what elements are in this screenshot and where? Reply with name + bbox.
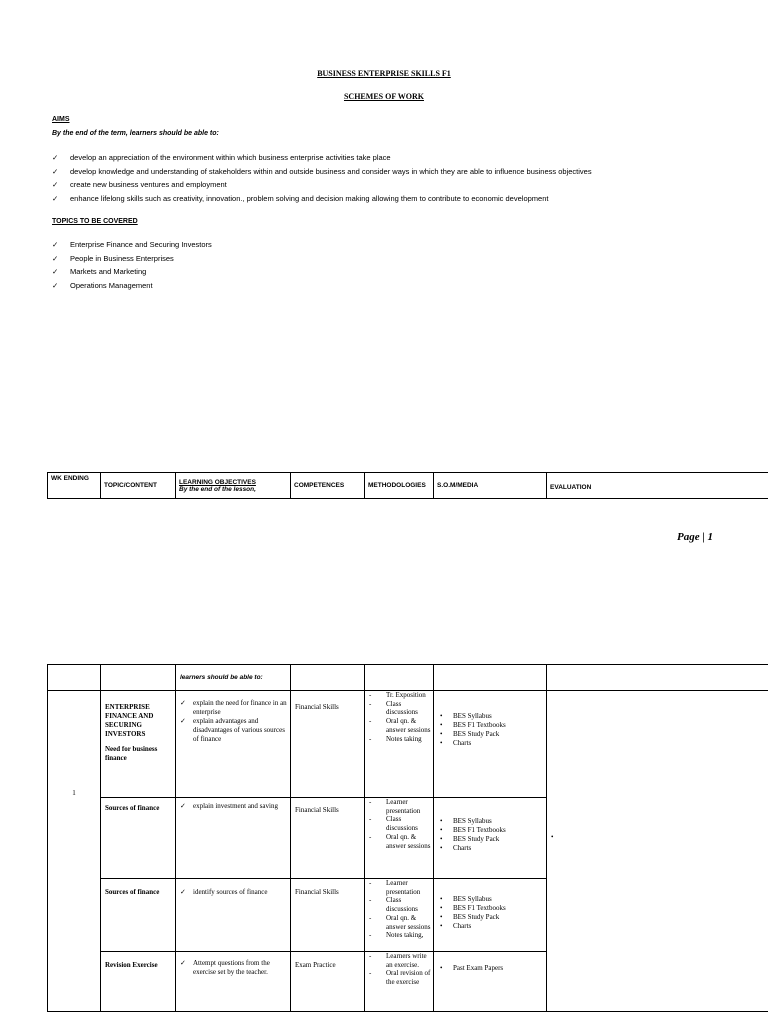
cont-cell — [101, 665, 176, 691]
objectives-label: LEARNING OBJECTIVES — [179, 478, 256, 486]
method-item: - Notes taking, — [369, 931, 424, 940]
dash-icon: - — [369, 913, 372, 922]
competence-cell: Financial Skills — [291, 879, 365, 952]
objectives-cell — [176, 798, 291, 879]
dash-icon: - — [369, 798, 372, 806]
methods-cell — [365, 691, 434, 798]
objective-item: ✓ explain the need for finance in an enterprise — [180, 699, 287, 716]
bullet-icon: • — [440, 904, 443, 912]
objective-item: ✓ explain investment and saving — [180, 802, 278, 810]
table-row — [48, 691, 768, 798]
som-item: • BES Study Pack — [440, 730, 500, 738]
aims-list — [52, 151, 592, 206]
topic-main: ENTERPRISE FINANCE AND SECURING INVESTORS — [105, 703, 154, 738]
objectives-cont: learners should be able to: — [176, 665, 291, 691]
bullet-icon: • — [440, 721, 443, 729]
som-item: • BES F1 Textbooks — [440, 826, 506, 834]
som-cell — [434, 691, 547, 798]
method-item: - Oral qn. & answer sessions — [369, 717, 431, 734]
bullet-icon: • — [440, 826, 443, 834]
objective-item: ✓ explain advantages and disadvantages of various sources of finance — [180, 717, 285, 743]
topic-sub: Revision Exercise — [105, 961, 158, 969]
cont-cell — [365, 665, 434, 691]
document-title: BUSINESS ENTERPRISE SKILLS F1 — [317, 69, 451, 78]
evaluation-cell — [547, 691, 768, 1012]
som-item: • Charts — [440, 844, 472, 852]
week-cell — [48, 691, 101, 1012]
col-wk-ending: WK ENDING — [48, 473, 101, 499]
competence-cell: Financial Skills — [291, 691, 365, 798]
som-item: • BES Study Pack — [440, 835, 500, 843]
cont-cell — [48, 665, 101, 691]
check-icon: ✓ — [180, 888, 186, 896]
dash-icon: - — [369, 815, 372, 824]
topic-item: ✓ People in Business Enterprises — [52, 252, 212, 266]
topics-heading: TOPICS TO BE COVERED — [52, 218, 138, 225]
topic-sub: Sources of finance — [105, 888, 160, 896]
method-item: - Class discussions — [369, 699, 418, 717]
check-icon: ✓ — [52, 194, 59, 204]
bullet-icon: • — [440, 844, 443, 852]
page-number: Page | 1 — [677, 531, 714, 543]
bullet-icon: • — [440, 964, 443, 972]
method-item: - Learners write an exercise. — [369, 952, 427, 969]
som-item: • Charts — [440, 739, 472, 747]
bullet-icon: • — [440, 730, 443, 738]
col-objectives — [176, 473, 291, 499]
aims-heading: AIMS — [52, 116, 70, 123]
dash-icon: - — [369, 879, 372, 887]
objectives-cell — [176, 691, 291, 798]
dash-icon: - — [369, 896, 372, 905]
check-icon: ✓ — [180, 802, 186, 810]
methods-cell — [365, 798, 434, 879]
check-icon: ✓ — [52, 240, 59, 249]
col-competences: COMPETENCES — [291, 473, 365, 499]
objective-item: ✓ identify sources of finance — [180, 888, 268, 896]
aims-item: ✓ develop knowledge and understanding of stakeholders within and outside business and consider ways in which they are able to influence business objectives — [52, 165, 592, 179]
som-cell — [434, 952, 547, 1012]
methods-cell — [365, 879, 434, 952]
som-item: • BES F1 Textbooks — [440, 721, 506, 729]
method-item: - Oral qn. & answer sessions — [369, 913, 431, 931]
dash-icon: - — [369, 699, 372, 708]
bullet-icon: • — [440, 817, 443, 825]
method-item: - Learner presentation — [369, 879, 421, 896]
som-item: • Charts — [440, 922, 472, 930]
topic-item: ✓ Enterprise Finance and Securing Investors — [52, 238, 212, 252]
check-icon: ✓ — [180, 717, 186, 725]
aims-intro: By the end of the term, learners should be able to: — [52, 130, 219, 137]
method-item: - Oral qn. & answer sessions — [369, 832, 431, 850]
som-item: • BES Study Pack — [440, 913, 500, 921]
check-icon: ✓ — [52, 267, 59, 277]
scheme-table — [47, 664, 768, 1012]
dash-icon: - — [369, 832, 372, 841]
check-icon: ✓ — [180, 699, 186, 707]
dash-icon: - — [369, 717, 372, 726]
topic-item: ✓ Operations Management — [52, 279, 212, 293]
topic-sub: Sources of finance — [105, 804, 160, 812]
dash-icon: - — [369, 734, 372, 743]
som-cell — [434, 798, 547, 879]
method-item: - Notes taking — [369, 734, 422, 743]
aims-item: ✓ develop an appreciation of the environment within which business enterprise activities take place — [52, 151, 592, 165]
document-subtitle: SCHEMES OF WORK — [343, 92, 424, 101]
bullet-icon: • — [440, 739, 443, 747]
method-item: - Class discussions — [369, 896, 418, 914]
topic-sub: Need for business finance — [105, 745, 158, 762]
aims-item: ✓ enhance lifelong skills such as creativity, innovation., problem solving and decision making allowing them to contribute to economic development — [52, 192, 592, 206]
method-item: - Learner presentation — [369, 798, 421, 815]
cont-cell — [291, 665, 365, 691]
dash-icon: - — [369, 691, 372, 699]
competence-cell: Financial Skills — [291, 798, 365, 879]
objective-item: ✓ Attempt questions from the exercise set by the teacher. — [180, 959, 270, 976]
col-methodologies: METHODOLOGIES — [365, 473, 434, 499]
check-icon: ✓ — [52, 281, 59, 291]
bullet-icon: • — [440, 895, 443, 903]
objectives-cell — [176, 952, 291, 1012]
objectives-cell — [176, 879, 291, 952]
method-item: - Class discussions — [369, 815, 418, 833]
som-item: • BES Syllabus — [440, 712, 492, 720]
scheme-table-header — [47, 472, 768, 499]
dash-icon: - — [369, 969, 372, 978]
methods-cell — [365, 952, 434, 1012]
topic-cell — [101, 952, 176, 1012]
topic-item: ✓ Markets and Marketing — [52, 265, 212, 279]
method-item: - Tr. Exposition — [369, 691, 426, 699]
col-evaluation: EVALUATION — [547, 473, 768, 499]
topic-cell — [101, 691, 176, 798]
som-cell — [434, 879, 547, 952]
bullet-icon: • — [440, 712, 443, 720]
som-item: • BES Syllabus — [440, 817, 492, 825]
bullet-icon: • — [551, 833, 554, 841]
som-item: • BES F1 Textbooks — [440, 904, 506, 912]
bullet-icon: • — [440, 922, 443, 930]
som-item: • Past Exam Papers — [440, 964, 504, 972]
check-icon: ✓ — [52, 180, 59, 190]
check-icon: ✓ — [52, 253, 59, 263]
cont-cell — [434, 665, 547, 691]
dash-icon: - — [369, 952, 372, 960]
week-number: 1 — [72, 789, 76, 797]
objectives-sub: By the end of the lesson, — [179, 485, 256, 493]
dash-icon: - — [369, 931, 372, 940]
topics-list — [52, 238, 212, 293]
aims-item: ✓ create new business ventures and employment — [52, 178, 592, 192]
topic-cell — [101, 798, 176, 879]
cont-cell — [547, 665, 768, 691]
method-item: - Oral revision of the exercise — [369, 969, 431, 987]
check-icon: ✓ — [52, 166, 59, 176]
check-icon: ✓ — [52, 153, 59, 162]
bullet-icon: • — [440, 835, 443, 843]
som-item: • BES Syllabus — [440, 895, 492, 903]
col-som: S.O.M/MEDIA — [434, 473, 547, 499]
topic-cell — [101, 879, 176, 952]
competence-cell: Exam Practice — [291, 952, 365, 1012]
col-topic: TOPIC/CONTENT — [101, 473, 176, 499]
check-icon: ✓ — [180, 959, 186, 967]
bullet-icon: • — [440, 913, 443, 921]
